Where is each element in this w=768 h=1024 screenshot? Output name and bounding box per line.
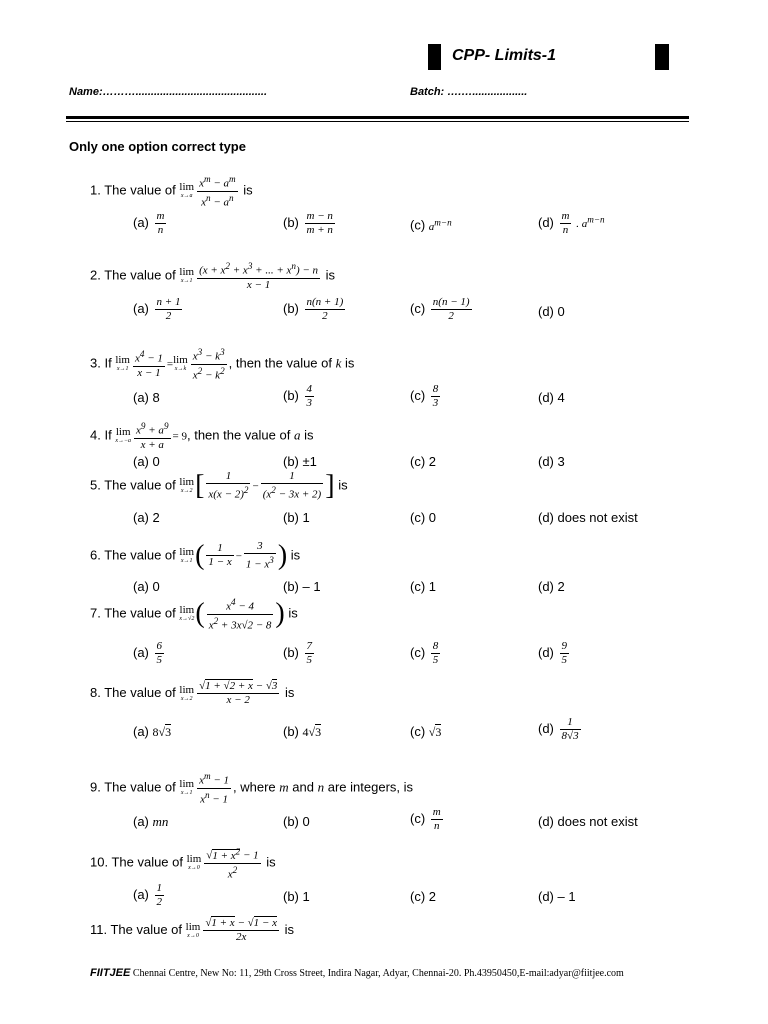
option-label: (d) <box>538 214 554 230</box>
question-10-expression: $\frac{√1 + x^2 - 1}{x^2}$ <box>206 846 259 881</box>
question-10-label: 10. The value of <box>90 854 183 870</box>
header-right-block <box>655 44 669 70</box>
option-label: (c) <box>410 387 426 403</box>
question-2: 2. The value of lim x→1 $\frac{(x + x^2 + x^3 + ... + x^n) - n}{x - 1}$ is <box>90 261 336 291</box>
q5-option-d[interactable]: (d) does not exist <box>538 510 638 525</box>
question-8: 8. The value of lim x→2 $\frac{√1 + √2 + x - √3}{x - 2}$ is <box>90 680 295 706</box>
fiitjee-logo: FIITJEE <box>90 967 131 979</box>
q9-option-d[interactable]: (d) does not exist <box>538 814 638 829</box>
option-label: (b) <box>283 387 299 403</box>
question-5-expression: $\frac{1}{(x^2 - 3x + 2)}$ <box>262 470 322 501</box>
question-9-expression: $\frac{x^m - 1}{x^n - 1}$ <box>199 771 230 806</box>
q5-option-b[interactable]: (b) 1 <box>283 510 310 525</box>
q1-option-b[interactable]: (b) $\frac{m - n}{m + n}$ <box>283 210 333 236</box>
question-1: 1. The value of lim x→a $\frac{x^m - a^m}{x^n - a^n}$ is <box>90 174 253 209</box>
q9-option-a[interactable]: (a) mn <box>133 814 169 829</box>
question-1-tail: is <box>243 182 253 198</box>
question-9-tail3: are integers, is <box>327 779 414 795</box>
question-9-and: and <box>292 779 314 795</box>
q9-option-b[interactable]: (b) 0 <box>283 814 310 829</box>
question-6: 6. The value of lim x→1 ( $\frac{1}{1 - x}$ − $\frac{3}{1 - x^3}$ ) is <box>90 539 301 571</box>
option-label: (c) <box>410 300 426 316</box>
question-6-expression: $\frac{3}{1 - x^3}$ <box>245 540 274 571</box>
option-label: (c) <box>410 810 426 826</box>
option-label: (d) <box>538 644 554 660</box>
q4-option-a[interactable]: (a) 0 <box>133 454 160 469</box>
question-1-expression: $\frac{x^m - a^m}{x^n - a^n}$ <box>199 174 236 209</box>
option-label: (a) <box>133 644 149 660</box>
q5-option-a[interactable]: (a) 2 <box>133 510 160 525</box>
q7-option-b[interactable]: (b) $\frac{7}{5}$ <box>283 640 313 666</box>
question-10: 10. The value of lim x→0 $\frac{√1 + x^2 - 1}{x^2}$ is <box>90 846 276 881</box>
q5-option-c[interactable]: (c) 0 <box>410 510 436 525</box>
q2-option-b[interactable]: (b) $\frac{n(n + 1)}{2}$ <box>283 296 344 322</box>
q8-option-a[interactable]: (a) 8√3 <box>133 724 172 739</box>
question-2-label: 2. The value of <box>90 267 176 283</box>
header-rule-thick <box>66 116 689 119</box>
q10-option-c[interactable]: (c) 2 <box>410 889 436 904</box>
header-left-block <box>428 44 441 70</box>
q9-option-c[interactable]: (c) $\frac{m}{n}$ <box>410 806 441 832</box>
question-6-tail: is <box>290 547 301 563</box>
option-label: (c) <box>410 644 426 660</box>
question-11-expression: $\frac{√1 + x - √1 - x}{2x}$ <box>205 917 277 943</box>
question-8-label: 8. The value of <box>90 684 176 700</box>
question-9-label: 9. The value of <box>90 779 176 795</box>
question-8-expression: $\frac{√1 + √2 + x - √3}{x - 2}$ <box>199 680 278 706</box>
question-5: 5. The value of lim x→2 [ $\frac{1}{x(x - 2)^2}$ − $\frac{1}{(x^2 - 3x + 2)}$ ] is <box>90 469 348 501</box>
q8-option-b[interactable]: (b) 4√3 <box>283 724 322 739</box>
option-label: (a) <box>133 814 149 829</box>
header-rule-thin <box>66 121 689 122</box>
q3-option-a[interactable]: (a) 8 <box>133 390 160 405</box>
question-5-tail: is <box>338 477 348 493</box>
question-3: 3. If lim x→1 $\frac{x^4 - 1}{x - 1}$ = lim x→k $\frac{x^3 - k^3}{x^2 - k^2}$ , then the value of k is <box>90 347 355 382</box>
q3-option-b[interactable]: (b) $\frac{4}{3}$ <box>283 383 313 409</box>
q4-option-b[interactable]: (b) ±1 <box>283 454 317 469</box>
option-label: (c) <box>410 724 426 739</box>
q2-option-a[interactable]: (a) $\frac{n + 1}{2}$ <box>133 296 181 322</box>
question-7-label: 7. The value of <box>90 605 176 621</box>
page-title: CPP- Limits-1 <box>452 47 557 64</box>
option-label: (d) <box>538 720 554 736</box>
question-7-expression: $\frac{x^4 - 4}{x^2 + 3x√2 - 8}$ <box>208 597 272 632</box>
question-3-label: 3. If <box>90 355 112 371</box>
q6-option-b[interactable]: (b) – 1 <box>283 579 321 594</box>
question-11: 11. The value of lim x→0 $\frac{√1 + x - √1 - x}{2x}$ is <box>90 917 294 943</box>
footer-address: Chennai Centre, New No: 11, 29th Cross Street, Indira Nagar, Adyar, Chennai-20. Ph.43950450,E-mail:adyar@fiitjee.com <box>132 968 624 979</box>
q4-option-d[interactable]: (d) 3 <box>538 454 565 469</box>
question-3-expression: $\frac{x^3 - k^3}{x^2 - k^2}$ <box>192 347 225 382</box>
q6-option-c[interactable]: (c) 1 <box>410 579 436 594</box>
q10-option-d[interactable]: (d) – 1 <box>538 889 576 904</box>
q6-option-d[interactable]: (d) 2 <box>538 579 565 594</box>
q6-option-a[interactable]: (a) 0 <box>133 579 160 594</box>
question-1-label: 1. The value of <box>90 182 176 198</box>
q8-option-c[interactable]: (c) √3 <box>410 724 442 739</box>
q1-option-d[interactable]: (d) $\frac{m}{n}$ . $a^{m-n}$ <box>538 210 605 236</box>
q4-option-c[interactable]: (c) 2 <box>410 454 436 469</box>
q2-option-c[interactable]: (c) $\frac{n(n - 1)}{2}$ <box>410 296 470 322</box>
option-label: (b) <box>283 300 299 316</box>
question-4: 4. If lim x→−a $\frac{x^9 + a^9}{x + a}$ = 9, then the value of a is <box>90 421 314 451</box>
q1-option-a[interactable]: (a) $\frac{m}{n}$ <box>133 210 165 236</box>
question-4-label: 4. If <box>90 427 112 443</box>
q8-option-d[interactable]: (d) $\frac{1}{8√3}$ <box>538 716 579 742</box>
question-11-tail: is <box>284 921 294 937</box>
q7-option-c[interactable]: (c) $\frac{8}{5}$ <box>410 640 439 666</box>
question-5-label: 5. The value of <box>90 477 176 493</box>
question-10-tail: is <box>266 854 276 870</box>
question-7-tail: is <box>288 605 298 621</box>
question-2-expression: $\frac{(x + x^2 + x^3 + ... + x^n) - n}{x - 1}$ <box>199 261 319 291</box>
option-label: (a) <box>133 724 149 739</box>
q3-option-c[interactable]: (c) $\frac{8}{3}$ <box>410 383 439 409</box>
footer <box>90 967 624 979</box>
question-6-label: 6. The value of <box>90 547 176 563</box>
question-4-expression: $\frac{x^9 + a^9}{x + a}$ <box>136 421 169 451</box>
question-4-tail2: is <box>304 427 314 443</box>
question-3-tail: , then the value of <box>228 355 332 371</box>
section-title: Only one option correct type <box>69 139 246 154</box>
option-label: (a) <box>133 214 149 230</box>
q7-option-a[interactable]: (a) $\frac{6}{5}$ <box>133 640 163 666</box>
question-9-tail: , where <box>233 779 276 795</box>
question-7: 7. The value of lim x→√2 ( $\frac{x^4 - 4}{x^2 + 3x√2 - 8}$ ) is <box>90 597 298 632</box>
question-3-tail2: is <box>345 355 355 371</box>
question-4-tail: , then the value of <box>186 427 291 443</box>
option-label: (b) <box>283 724 299 739</box>
q3-option-d[interactable]: (d) 4 <box>538 390 565 405</box>
q1-option-c[interactable]: (c) $a^{m-n}$ <box>410 217 452 233</box>
q10-option-a[interactable]: (a) $\frac{1}{2}$ <box>133 882 163 908</box>
q10-option-b[interactable]: (b) 1 <box>283 889 310 904</box>
q7-option-d[interactable]: (d) $\frac{9}{5}$ <box>538 640 568 666</box>
option-label: (b) <box>283 644 299 660</box>
question-9: 9. The value of lim x→1 $\frac{x^m - 1}{x^n - 1}$ , where m and n are integers, is <box>90 771 414 806</box>
q2-option-d[interactable]: (d) 0 <box>538 304 565 319</box>
question-8-tail: is <box>284 684 295 700</box>
option-label: (a) <box>133 886 149 902</box>
batch-field-label: Batch: ….….................. <box>410 86 528 98</box>
option-label: (c) <box>410 217 426 233</box>
option-label: (a) <box>133 300 149 316</box>
option-label: (b) <box>283 214 299 230</box>
question-2-tail: is <box>325 267 336 283</box>
name-field-label: Name:………........................................... <box>69 86 268 98</box>
question-11-label: 11. The value of <box>90 921 183 937</box>
